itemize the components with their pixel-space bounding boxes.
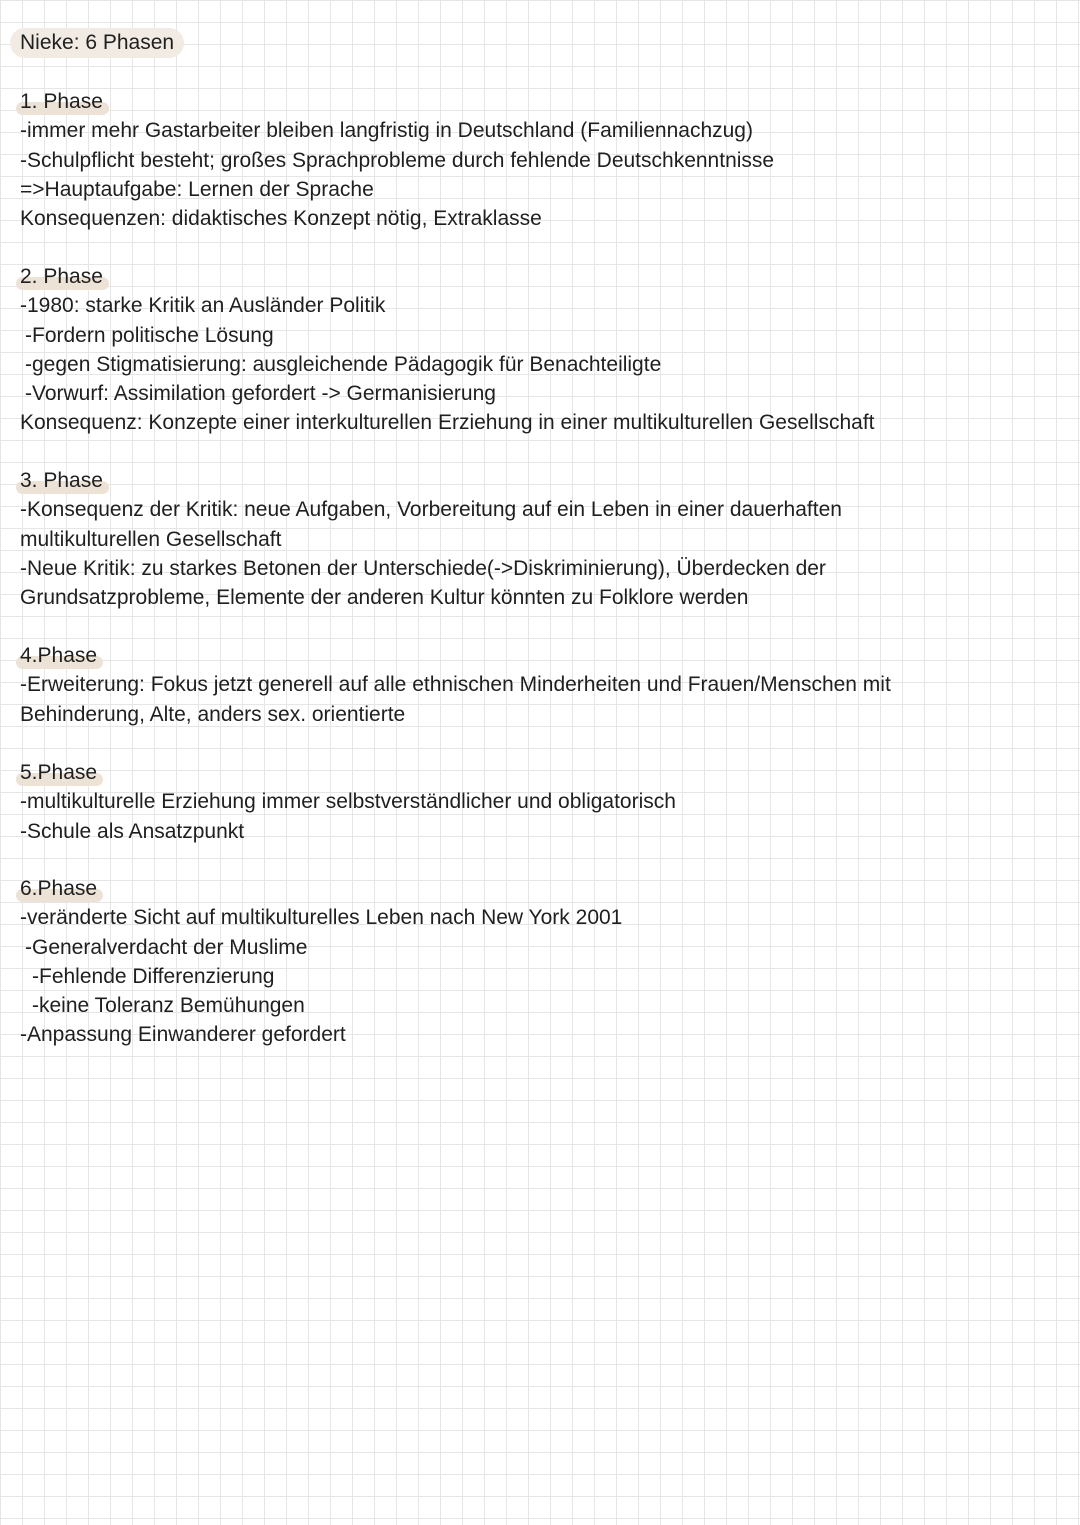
section-phase-2 [20,262,1060,438]
note-line: Grundsatzprobleme, Elemente der anderen Kultur könnten zu Folklore werden [20,586,749,610]
note-line: -keine Toleranz Bemühungen [32,994,305,1018]
section-heading [20,87,103,116]
section-phase-5 [20,758,1060,846]
note-line: -1980: starke Kritik an Ausländer Politik [20,294,386,318]
section-heading [20,758,97,787]
note-line: -Schule als Ansatzpunkt [20,819,245,843]
title-container [10,28,184,58]
heading-text: 2. Phase [20,265,103,288]
note-line: =>Hauptaufgabe: Lernen der Sprache [20,177,374,201]
note-line: -Vorwurf: Assimilation gefordert -> Germanisierung [25,382,496,406]
note-line: -gegen Stigmatisierung: ausgleichende Pädagogik für Benachteiligte [25,352,662,376]
page-title: Nieke: 6 Phasen [10,28,184,58]
note-line: -Anpassung Einwanderer gefordert [20,1023,346,1047]
section-heading [20,262,103,291]
note-line: Konsequenz: Konzepte einer interkulturellen Erziehung in einer multikulturellen Gesellschaft [20,411,875,435]
heading-text: 1. Phase [20,90,103,113]
heading-text: 5.Phase [20,761,98,784]
section-phase-4 [20,641,1060,729]
note-line: -Generalverdacht der Muslime [25,935,308,959]
section-heading [20,641,97,670]
heading-text: 6.Phase [20,877,98,900]
note-line: multikulturellen Gesellschaft [20,527,282,551]
heading-text: 3. Phase [20,469,103,492]
note-line: Behinderung, Alte, anders sex. orientierte [20,702,406,726]
section-phase-3 [20,466,1060,612]
note-line: -Schulpflicht besteht; großes Sprachprobleme durch fehlende Deutschkenntnisse [20,148,775,172]
note-line: Konsequenzen: didaktisches Konzept nötig, Extraklasse [20,207,542,231]
note-line: -Erweiterung: Fokus jetzt generell auf alle ethnischen Minderheiten und Frauen/Menschen mit [20,673,891,697]
note-line: -Neue Kritik: zu starkes Betonen der Unterschiede(->Diskriminierung), Überdecken der [20,556,826,580]
section-phase-1 [20,87,1060,233]
section-phase-6 [20,874,1060,1050]
note-line: -Fehlende Differenzierung [32,964,275,988]
section-heading [20,874,97,903]
note-line: -Konsequenz der Kritik: neue Aufgaben, Vorbereitung auf ein Leben in einer dauerhaften [20,498,842,522]
heading-text: 4.Phase [20,644,98,667]
note-line: -veränderte Sicht auf multikulturelles Leben nach New York 2001 [20,906,623,930]
note-line: -multikulturelle Erziehung immer selbstverständlicher und obligatorisch [20,790,676,814]
note-line: -immer mehr Gastarbeiter bleiben langfristig in Deutschland (Familiennachzug) [20,119,753,143]
section-heading [20,466,103,495]
note-line: -Fordern politische Lösung [25,323,274,347]
